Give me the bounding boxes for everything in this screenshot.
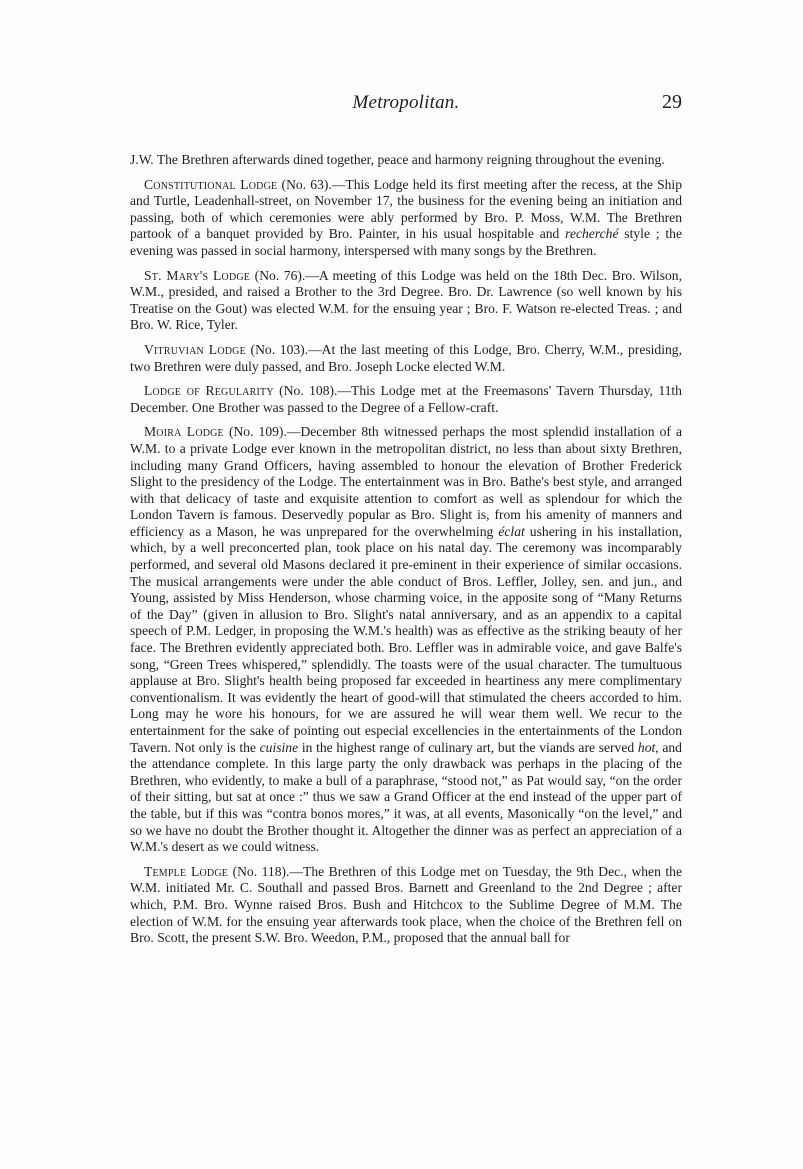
italic-run: cuisine bbox=[259, 739, 299, 755]
lodge-name: Lodge of Regularity bbox=[144, 383, 274, 399]
text-run: (No. 103).—At the last meeting of this Lodge, Bro. Cherry, W.M., presiding, two Brethren were duly passed, and Bro. Joseph Locke elected W.M. bbox=[130, 341, 682, 374]
text-run: ushering in his installation, which, by a well preconcerted plan, took place on his natal day. The ceremony was incomparably performed, and several old Masons declared it pre-eminent in their experience of similar occasions. The musical arrangements were under the able conduct of Bros. Leffler, Jolley, sen. and jun., and Young, assisted by Miss Henderson, whose charming voice, in the apposite song of “Many Returns of the Day” (given in allusion to Bro. Slight's natal anniversary, and as an appendix to a capital speech of P.M. Ledger, in proposing the W.M.'s health) was as effective as the striking beauty of her face. The Brethren evidently appreciated both. Bro. Leffler was in admirable voice, and gave Balfe's song, “Green Trees whispered,” splendidly. The toasts were of the usual character. The tumultuous applause at Bro. Slight's health being proposed far exceeded in heartiness any mere complimentary conventionalism. It was evidently the heart of good-will that stimulated the cheers accorded to him. Long may he wore his honours, for we are assured he will wear them well. We recur to the entertainment for the sake of pointing out especial excellencies in the entertainments of the London Tavern. Not only is the bbox=[130, 523, 682, 755]
lodge-name: Vitruvian Lodge bbox=[144, 341, 246, 357]
text-run: (No. 76).—A meeting of this Lodge was held on the 18th Dec. Bro. Wilson, W.M., presided, and raised a Brother to the 3rd Degree. Bro. Dr. Lawrence (so well known by his Treatise on the Gout) was elected W.M. for the ensuing year ; Bro. F. Watson re-elected Treas. ; and Bro. W. Rice, Tyler. bbox=[130, 267, 682, 333]
running-head: Metropolitan. bbox=[352, 92, 460, 113]
text-run: (No. 109).—December 8th witnessed perhaps the most splendid installation of a W.M. to a private Lodge ever known in the metropolitan district, no less than about sixty Brethren, including many Grand Officers, having assembled to honour the elevation of Brother Frederick Slight to the presidency of the Lodge. The entertainment was in Bro. Bathe's best style, and arranged with that delicacy of taste and exquisite attention to comfort as well as splendour for which the London Tavern is famous. Deservedly popular as Bro. Slight is, from his amenity of manners and efficiency as a Mason, he was unprepared for the overwhelming bbox=[130, 424, 682, 539]
paragraph-temple-lodge bbox=[130, 864, 682, 947]
text-run: (No. 108).—This Lodge met at the Freemasons' Tavern Thursday, 11th December. One Brother was passed to the Degree of a Fellow-craft. bbox=[130, 383, 682, 415]
text-run: , and the attendance complete. In this large party the only drawback was perhaps in the placing of the Brethren, who evidently, to make a bull of a paraphrase, “stood not,” as Pat would say, “on the order of their sitting, but sat at once :” thus we saw a Grand Officer at the end instead of the upper part of the table, but if this was “contra bonos mores,” it was, at all events, Masonically “on the level,” and so we have no doubt the Brother thought it. Altogether the dinner was as perfect an appreciation of a W.M.'s desert as we could witness. bbox=[130, 739, 682, 855]
paragraph-constitutional-lodge bbox=[130, 177, 682, 260]
paragraph-vitruvian-lodge bbox=[130, 342, 682, 375]
text-run: (No. 118).—The Brethren of this Lodge met on Tuesday, the 9th Dec., when the W.M. initiated Mr. C. Southall and passed Bros. Barnett and Greenland to the 2nd Degree ; after which, P.M. Bro. Wynne raised Bros. Bush and Hitchcox to the Sublime Degree of M.M. The election of W.M. for the ensuing year afterwards took place, when the choice of the Brethren fell on Bro. Scott, the present S.W. Bro. Weedon, P.M., proposed that the annual ball for bbox=[130, 863, 683, 946]
text-run: (No. 63).—This Lodge held its first meeting after the recess, at the Ship and Turtle, Leadenhall-street, on November 17, the business for the evening being an initiation and passing, both of which ceremonies were ably performed by Bro. P. Moss, W.M. The Brethren partook of a banquet provided by Bro. Painter, in his usual hospitable and bbox=[130, 176, 682, 242]
paragraph-moira-lodge bbox=[130, 424, 682, 855]
text-run: J.W. The Brethren afterwards dined together, peace and harmony reigning throughout the evening. bbox=[130, 152, 665, 167]
lodge-name: Constitutional Lodge bbox=[144, 176, 278, 192]
article-body bbox=[130, 152, 682, 955]
text-run: in the highest range of culinary art, but the viands are served bbox=[298, 739, 638, 755]
italic-run: éclat bbox=[498, 523, 525, 539]
paragraph-st-marys-lodge bbox=[130, 268, 682, 334]
lodge-name: Temple Lodge bbox=[144, 863, 229, 879]
paragraph-1 bbox=[130, 152, 682, 169]
text-run: style ; the evening was passed in social harmony, interspersed with many songs by the Brethren. bbox=[130, 226, 682, 258]
italic-run: recherché bbox=[565, 226, 619, 242]
paragraph-lodge-of-regularity bbox=[130, 383, 682, 416]
page-header bbox=[130, 92, 682, 122]
lodge-name: Moira Lodge bbox=[144, 424, 224, 440]
lodge-name: St. Mary's Lodge bbox=[144, 267, 251, 283]
page-number: 29 bbox=[662, 91, 682, 113]
italic-run: hot bbox=[637, 739, 656, 755]
